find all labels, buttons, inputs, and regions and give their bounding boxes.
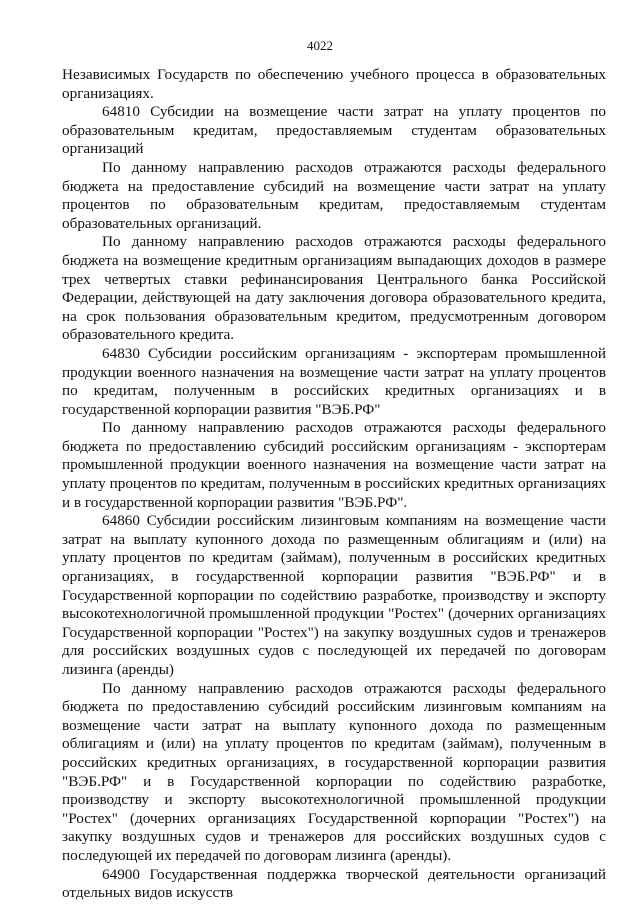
section-heading-64830: 64830 Субсидии российским организациям - экспортерам промышленной продукции военного назначения на возмещение части затрат на уплату процентов по кредитам, полученным в российских кредитных организациях и в государственной корпорации развития "ВЭБ.РФ" — [62, 344, 606, 418]
section-heading-64810: 64810 Субсидии на возмещение части затрат на уплату процентов по образовательным кредитам, предоставляемым студентам образовательных организаций — [62, 103, 606, 158]
section-heading-64900: 64900 Государственная поддержка творческой деятельности организаций отдельных видов искусств — [62, 865, 606, 902]
paragraph: По данному направлению расходов отражаются расходы федерального бюджета по предоставлению субсидий российским организациям - экспортерам промышленной продукции военного назначения на возмещение части затрат на уплату процентов по кредитам, полученным в российских кредитных организациях и в государственной корпорации развития "ВЭБ.РФ". — [62, 419, 606, 511]
paragraph: По данному направлению расходов отражаются расходы федерального бюджета на возмещение кредитным организациям выпадающих доходов в размере трех четвертых ставки рефинансирования Центрального банка Российской Федерации, действующей на дату заключения договора образовательного кредита, на срок пользования образовательным кредитом, предусмотренным договором образовательного кредита. — [62, 233, 606, 344]
page-number: 4022 — [307, 38, 333, 53]
paragraph: По данному направлению расходов отражаются расходы федерального бюджета по предоставлению субсидий российским лизинговым компаниям на возмещение части затрат на выплату купонного дохода по размещенным облигациям и (или) на уплату процентов по кредитам (займам), полученным в российских кредитных организациях, в государственной корпорации развития "ВЭБ.РФ" и в Государственной корпорации по содействию разработке, производству и экспорту высокотехнологичной промышленной продукции "Ростех" (дочерних организациях Государственной корпорации "Ростех") на закупку воздушных судов и тренажеров для российских воздушных судов с последующей их передачей по договорам лизинга (аренды). — [62, 679, 606, 864]
paragraph: По данному направлению расходов отражаются расходы федерального бюджета на предоставление субсидий на возмещение части затрат на уплату процентов по образовательным кредитам, предоставляемым студентам образовательных организаций. — [62, 158, 606, 232]
document-body — [62, 66, 606, 903]
section-heading-64860: 64860 Субсидии российским лизинговым компаниям на возмещение части затрат на выплату купонного дохода по размещенным облигациям и (или) на уплату процентов по кредитам (займам), полученным в российских кредитных организациях, в государственной корпорации развития "ВЭБ.РФ" и в Государственной корпорации по содействию разработке, производству и экспорту высокотехнологичной промышленной продукции "Ростех" (дочерних организациях Государственной корпорации "Ростех") на закупку воздушных судов и тренажеров для российских воздушных судов с последующей их передачей по договорам лизинга (аренды) — [62, 512, 606, 678]
paragraph: Независимых Государств по обеспечению учебного процесса в образовательных организациях. — [62, 66, 606, 102]
